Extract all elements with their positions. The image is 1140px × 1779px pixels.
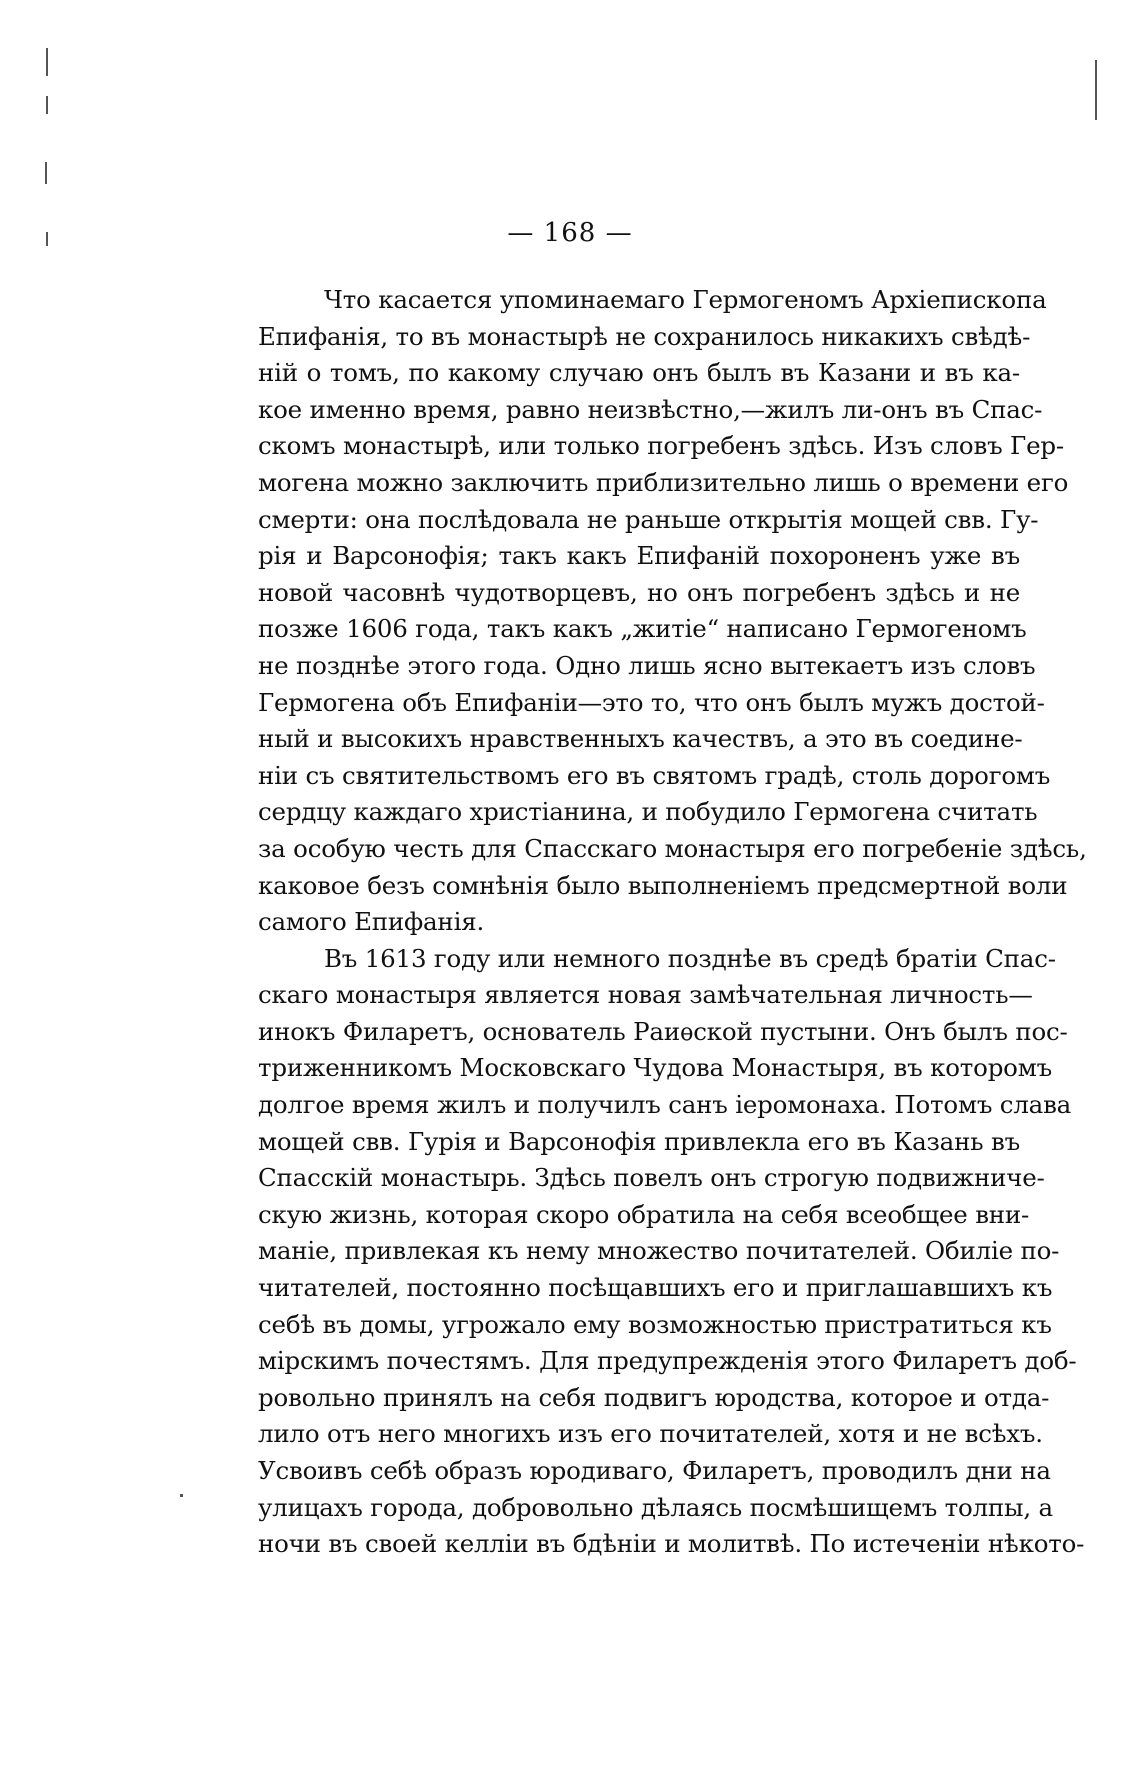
text-line: Въ 1613 году или немного позднѣе въ средѣ братіи Спас- [324, 943, 1056, 973]
text-line: лило отъ него многихъ изъ его почитателей, хотя и не всѣхъ. [258, 1419, 1043, 1449]
text-line: за особую честь для Спасскаго монастыря его погребеніе здѣсь, [258, 833, 1087, 863]
scan-mark [180, 1494, 183, 1497]
text-line: могена можно заключить приблизительно лишь о времени его [258, 467, 1069, 497]
text-line: ній о томъ, по какому случаю онъ былъ въ Казани и въ ка- [258, 358, 1020, 388]
text-line: инокъ Филаретъ, основатель Раиѳской пустыни. Онъ былъ пос- [258, 1016, 1068, 1046]
text-line: триженникомъ Московскаго Чудова Монастыря, въ которомъ [258, 1053, 1052, 1083]
text-line: Гермогена объ Епифаніи—это то, что онъ былъ мужъ достой- [258, 687, 1045, 717]
text-line: позже 1606 года, такъ какъ „житіе“ написано Гермогеномъ [258, 614, 1027, 644]
text-line: не позднѣе этого года. Одно лишь ясно вытекаетъ изъ словъ [258, 650, 1036, 680]
text-line: рія и Варсонофія; такъ какъ Епифаній похороненъ уже въ [258, 541, 1020, 571]
text-line: читателей, постоянно посѣщавшихъ его и приглашавшихъ къ [258, 1273, 1053, 1303]
text-line: смерти: она послѣдовала не раньше открытія мощей свв. Гу- [258, 504, 1039, 534]
text-line: каковое безъ сомнѣнія было выполненіемъ предсмертной воли [258, 870, 1068, 900]
text-line: новой часовнѣ чудотворцевъ, но онъ погребенъ здѣсь и не [258, 577, 1020, 607]
text-line: ровольно принялъ на себя подвигъ юродства, которое и отда- [258, 1382, 1050, 1412]
scan-mark [45, 162, 47, 184]
text-line: мірскимъ почестямъ. Для предупрежденія этого Филаретъ доб- [258, 1346, 1077, 1376]
text-line: ный и высокихъ нравственныхъ качествъ, а это въ соедине- [258, 724, 1023, 754]
body-text [258, 282, 1087, 1563]
text-line: скую жизнь, которая скоро обратила на себя всеобщее вни- [258, 1199, 1030, 1229]
text-line: улицахъ города, добровольно дѣлаясь посмѣшищемъ толпы, а [258, 1492, 1053, 1522]
text-line: кое именно время, равно неизвѣстно,—жилъ ли-онъ въ Спас- [258, 394, 1043, 424]
text-line: Что касается упоминаемаго Гермогеномъ Архіепископа [324, 285, 1047, 314]
text-line: сердцу каждаго христіанина, и побудило Гермогена считать [258, 797, 1038, 827]
scan-mark [46, 96, 48, 114]
text-line: себѣ въ домы, угрожало ему возможностью пристратиться къ [258, 1309, 1052, 1339]
text-line: мощей свв. Гурія и Варсонофія привлекла его въ Казань въ [258, 1126, 1020, 1156]
text-line: ніи съ святительствомъ его въ святомъ градѣ, столь дорогомъ [258, 760, 1051, 790]
text-line: маніе, привлекая къ нему множество почитателей. Обиліе по- [258, 1236, 1060, 1266]
text-line: скаго монастыря является новая замѣчательная личность— [258, 980, 1033, 1010]
text-line: скомъ монастырѣ, или только погребенъ здѣсь. Изъ словъ Гер- [258, 431, 1064, 461]
scan-mark [1095, 60, 1097, 120]
text-line: Усвоивъ себѣ образъ юродиваго, Филаретъ, проводилъ дни на [258, 1456, 1051, 1485]
scan-mark [46, 48, 48, 76]
text-line: долгое время жилъ и получилъ санъ іеромонаха. Потомъ слава [258, 1090, 1072, 1120]
text-line: Спасскій монастырь. Здѣсь повелъ онъ строгую подвижниче- [258, 1163, 1045, 1193]
text-line: ночи въ своей келліи въ бдѣніи и молитвѣ. По истеченіи нѣкото- [258, 1529, 1085, 1559]
text-line: самого Епифанія. [258, 907, 485, 937]
page-number: — 168 — [507, 218, 633, 248]
text-line: Епифанія, то въ монастырѣ не сохранилось никакихъ свѣдѣ- [258, 321, 1031, 351]
